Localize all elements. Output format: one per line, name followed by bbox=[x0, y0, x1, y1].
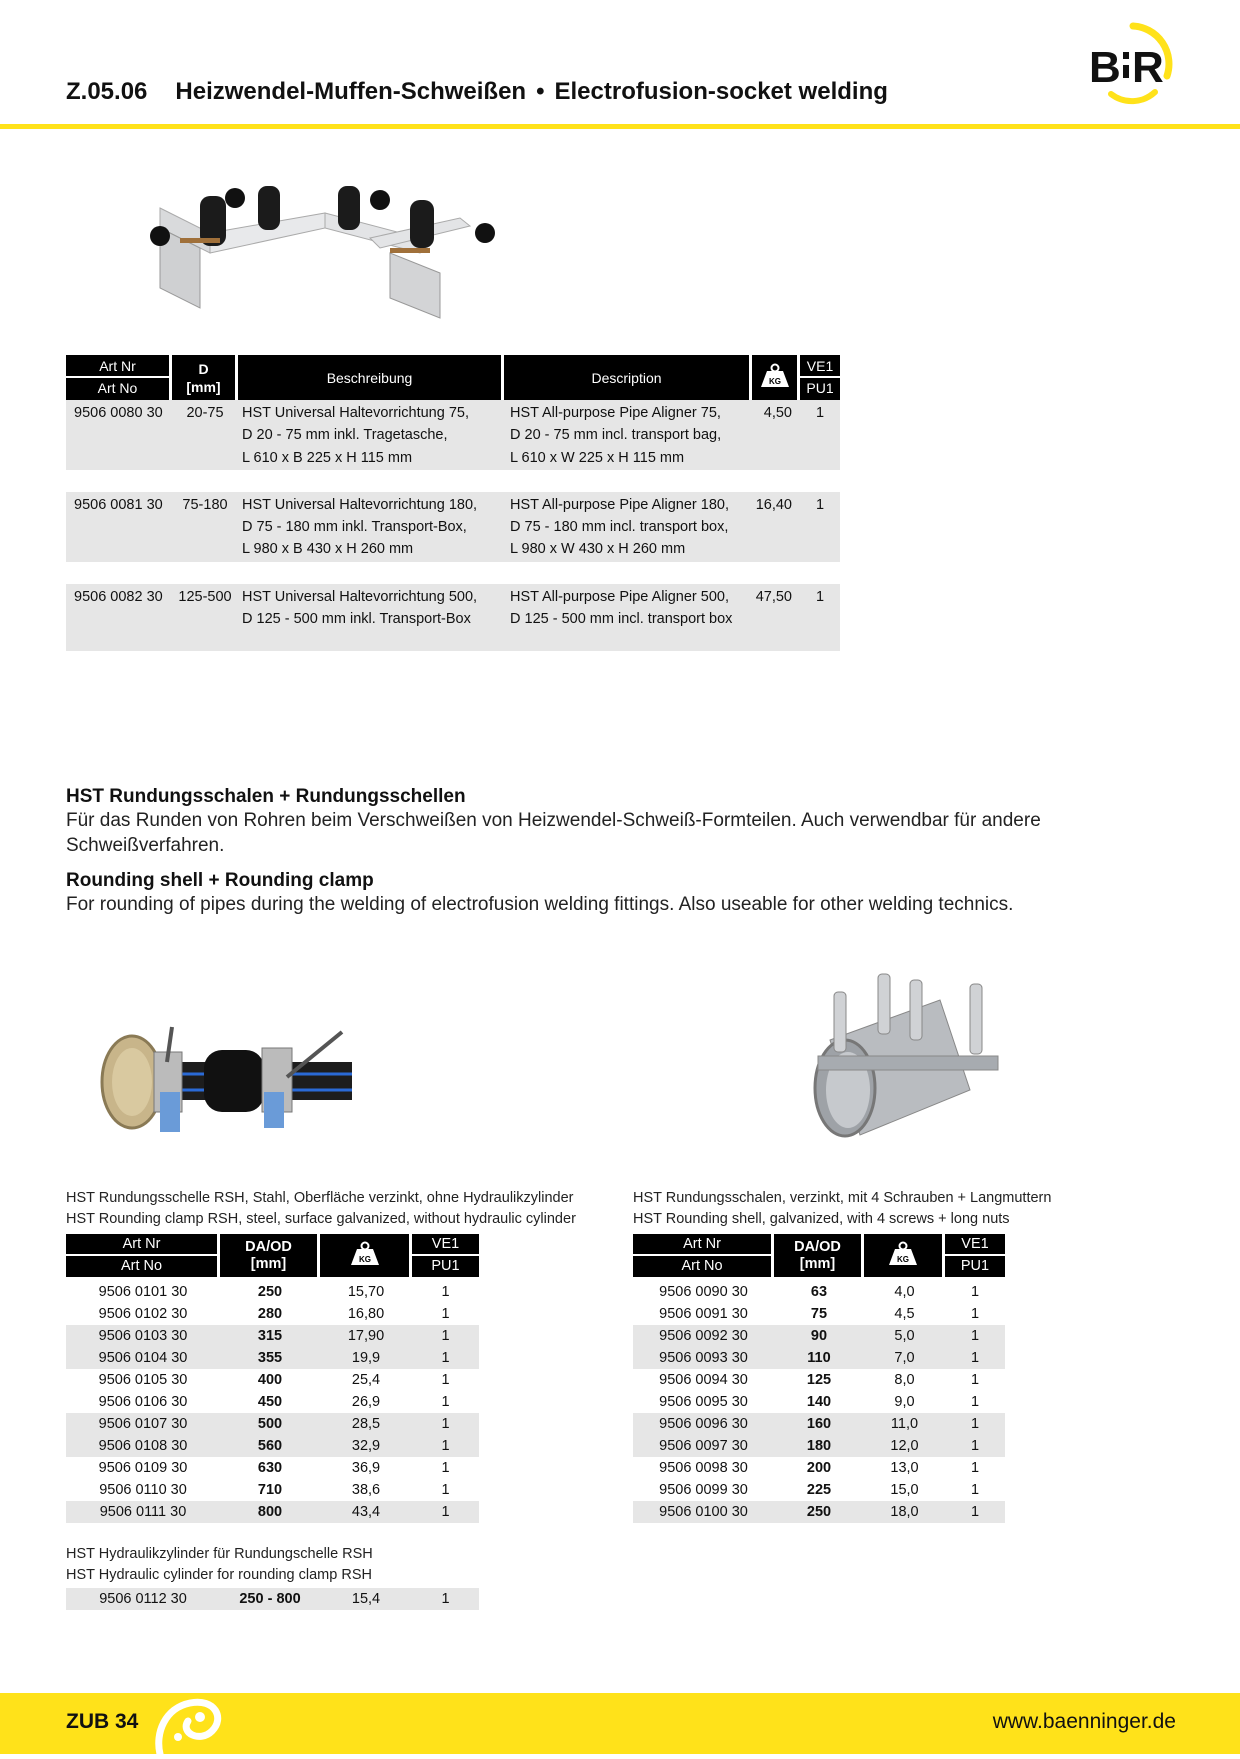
title-separator: • bbox=[536, 78, 545, 105]
diameter: 280 bbox=[257, 1306, 283, 1322]
ve: 1 bbox=[412, 1501, 479, 1523]
art-nr: 9506 0111 30 bbox=[66, 1501, 220, 1523]
table-row bbox=[633, 1369, 1005, 1391]
desc-line: D 20 - 75 mm inkl. Tragetasche, bbox=[242, 427, 448, 444]
svg-text:B: B bbox=[1089, 43, 1121, 92]
table-row bbox=[66, 1413, 479, 1435]
th-ve1: VE1 bbox=[945, 1235, 1005, 1256]
weight: 15,4 bbox=[320, 1588, 412, 1610]
table-row bbox=[633, 1303, 1005, 1325]
br-logo bbox=[1085, 20, 1177, 106]
ve: 1 bbox=[970, 1284, 980, 1300]
th-pu1: PU1 bbox=[960, 1258, 990, 1274]
table-row bbox=[633, 1325, 1005, 1347]
art-nr: 9506 0103 30 bbox=[66, 1325, 220, 1347]
th-art bbox=[66, 1234, 220, 1277]
weight: 11,0 bbox=[864, 1413, 945, 1435]
diameter: 110 bbox=[774, 1347, 864, 1369]
rounding-clamp-caption bbox=[66, 1188, 576, 1230]
ve: 1 bbox=[412, 1347, 479, 1369]
diameter: 800 bbox=[220, 1501, 320, 1523]
ve: 1 bbox=[441, 1306, 450, 1322]
caption-de: HST Rundungsschalen, verzinkt, mit 4 Schrauben + Langmuttern bbox=[633, 1190, 1052, 1206]
th-beschreibung: Beschreibung bbox=[238, 355, 504, 400]
diameter: 75 bbox=[810, 1306, 828, 1322]
th-daod-unit: [mm] bbox=[250, 1255, 287, 1272]
table-row bbox=[66, 1347, 479, 1369]
th-d-label: D bbox=[198, 360, 209, 377]
desc-line: HST All-purpose Pipe Aligner 180, bbox=[510, 496, 729, 513]
ve: 1 bbox=[970, 1482, 980, 1498]
section-text-en: For rounding of pipes during the welding of electrofusion welding fittings. Also useable for other welding technics. bbox=[66, 894, 1014, 915]
desc-line: HST All-purpose Pipe Aligner 75, bbox=[510, 405, 721, 421]
section-heading-en: Rounding shell + Rounding clamp bbox=[66, 870, 374, 891]
th-daod-label: DA/OD bbox=[245, 1238, 292, 1255]
art-nr: 9506 0091 30 bbox=[659, 1306, 748, 1322]
weight: 38,6 bbox=[351, 1482, 381, 1498]
art-nr: 9506 0096 30 bbox=[633, 1413, 774, 1435]
art-nr: 9506 0107 30 bbox=[66, 1413, 220, 1435]
table-row bbox=[66, 1303, 479, 1325]
weight-icon-label: KG bbox=[768, 377, 781, 386]
table-row bbox=[66, 1479, 479, 1501]
th-daod bbox=[774, 1234, 864, 1277]
diameter: 400 bbox=[257, 1372, 283, 1388]
desc-line: D 125 - 500 mm incl. transport box bbox=[510, 611, 733, 628]
art-nr: 9506 0097 30 bbox=[633, 1435, 774, 1457]
weight: 18,0 bbox=[864, 1501, 945, 1523]
diameter: 450 bbox=[257, 1394, 283, 1410]
title-en: Electrofusion-socket welding bbox=[554, 78, 888, 105]
weight-icon-label: KG bbox=[897, 1254, 909, 1264]
beschreibung bbox=[238, 584, 504, 651]
table-row bbox=[633, 1435, 1005, 1457]
table-row bbox=[633, 1457, 1005, 1479]
ve: 1 bbox=[945, 1501, 1005, 1523]
desc-line: L 610 x B 225 x H 115 mm bbox=[242, 449, 413, 466]
weight: 15,70 bbox=[347, 1284, 385, 1300]
weight: 43,4 bbox=[320, 1501, 412, 1523]
ve: 1 bbox=[800, 492, 840, 562]
table-row bbox=[66, 400, 840, 470]
art-nr: 9506 0082 30 bbox=[66, 584, 172, 651]
th-art-nr: Art Nr bbox=[66, 356, 169, 378]
ve: 1 bbox=[441, 1394, 450, 1410]
desc-line: L 610 x W 225 x H 115 mm bbox=[510, 449, 685, 466]
th-art bbox=[633, 1234, 774, 1277]
weight: 4,5 bbox=[894, 1306, 915, 1322]
table-row bbox=[633, 1479, 1005, 1501]
rounding-clamp-image bbox=[92, 1022, 352, 1150]
ve: 1 bbox=[441, 1460, 450, 1476]
art-nr: 9506 0100 30 bbox=[633, 1501, 774, 1523]
desc-line: D 20 - 75 mm incl. transport bag, bbox=[510, 427, 722, 444]
table-row bbox=[66, 1588, 479, 1610]
ve: 1 bbox=[970, 1306, 980, 1322]
table-row bbox=[66, 1391, 479, 1413]
th-pu1: PU1 bbox=[806, 380, 834, 396]
weight: 47,50 bbox=[752, 584, 800, 651]
weight: 12,0 bbox=[864, 1435, 945, 1457]
diameter: 500 bbox=[220, 1413, 320, 1435]
weight: 4,50 bbox=[752, 400, 800, 470]
ve: 1 bbox=[945, 1435, 1005, 1457]
th-d-unit: [mm] bbox=[186, 378, 221, 395]
description bbox=[504, 584, 752, 651]
th-art-no: Art No bbox=[681, 1258, 723, 1274]
ve: 1 bbox=[945, 1347, 1005, 1369]
section-code: Z.05.06 bbox=[66, 78, 148, 105]
th-description: Description bbox=[504, 355, 752, 400]
ve: 1 bbox=[970, 1372, 980, 1388]
page-number: ZUB 34 bbox=[66, 1710, 139, 1733]
section-text-de: Für das Runden von Rohren beim Verschweißen von Heizwendel-Schweiß-Formteilen. Auch verwendbar für andere Schweißverfahren. bbox=[66, 810, 1041, 856]
diameter: 125 bbox=[806, 1372, 832, 1388]
weight-icon-label: KG bbox=[358, 1254, 371, 1264]
diameter: 75-180 bbox=[172, 492, 238, 562]
diameter: 250 bbox=[257, 1284, 283, 1300]
table-row bbox=[66, 1325, 479, 1347]
art-nr: 9506 0080 30 bbox=[66, 400, 172, 470]
diameter: 140 bbox=[806, 1394, 832, 1410]
art-nr: 9506 0093 30 bbox=[633, 1347, 774, 1369]
art-nr: 9506 0098 30 bbox=[659, 1460, 748, 1476]
art-nr: 9506 0109 30 bbox=[98, 1460, 188, 1476]
rounding-shell-image bbox=[790, 970, 1000, 1170]
caption-de: HST Hydraulikzylinder für Rundungschelle RSH bbox=[66, 1546, 373, 1562]
ve: 1 bbox=[412, 1413, 479, 1435]
th-art-nr: Art Nr bbox=[66, 1235, 217, 1256]
diameter: 225 bbox=[806, 1482, 832, 1498]
art-nr: 9506 0108 30 bbox=[66, 1435, 220, 1457]
art-nr: 9506 0081 30 bbox=[66, 492, 172, 562]
art-nr: 9506 0105 30 bbox=[98, 1372, 188, 1388]
ve: 1 bbox=[412, 1435, 479, 1457]
footer-swirl-icon bbox=[150, 1693, 230, 1754]
diameter: 200 bbox=[806, 1460, 832, 1476]
art-nr: 9506 0095 30 bbox=[659, 1394, 748, 1410]
diameter: 180 bbox=[774, 1435, 864, 1457]
title-de: Heizwendel-Muffen-Schweißen bbox=[175, 78, 527, 105]
caption-en: HST Rounding shell, galvanized, with 4 screws + long nuts bbox=[633, 1211, 1010, 1227]
ve: 1 bbox=[970, 1460, 980, 1476]
caption-en: HST Hydraulic cylinder for rounding clamp RSH bbox=[66, 1567, 372, 1583]
diameter: 250 bbox=[774, 1501, 864, 1523]
ve: 1 bbox=[441, 1284, 450, 1300]
th-ve bbox=[800, 355, 840, 400]
table-row bbox=[66, 1501, 479, 1523]
diameter: 90 bbox=[774, 1325, 864, 1347]
weight: 16,40 bbox=[752, 492, 800, 562]
table-row bbox=[633, 1347, 1005, 1369]
diameter: 250 - 800 bbox=[220, 1588, 320, 1610]
diameter: 560 bbox=[220, 1435, 320, 1457]
art-nr: 9506 0104 30 bbox=[66, 1347, 220, 1369]
beschreibung bbox=[238, 492, 504, 562]
beschreibung bbox=[238, 400, 504, 470]
art-nr: 9506 0099 30 bbox=[659, 1482, 748, 1498]
pipe-aligner-image bbox=[140, 178, 510, 338]
table-row bbox=[66, 584, 840, 651]
row-spacer bbox=[66, 470, 840, 492]
caption-de: HST Rundungsschelle RSH, Stahl, Oberfläche verzinkt, ohne Hydraulikzylinder bbox=[66, 1190, 574, 1206]
th-ve1: VE1 bbox=[800, 356, 840, 378]
diameter: 315 bbox=[220, 1325, 320, 1347]
rounding-clamp-table bbox=[66, 1234, 479, 1523]
desc-line: D 125 - 500 mm inkl. Transport-Box bbox=[242, 611, 471, 628]
section-heading-de: HST Rundungsschalen + Rundungsschellen bbox=[66, 786, 466, 807]
diameter: 125-500 bbox=[172, 584, 238, 651]
weight: 7,0 bbox=[864, 1347, 945, 1369]
weight: 28,5 bbox=[320, 1413, 412, 1435]
desc-line: HST Universal Haltevorrichtung 180, bbox=[242, 496, 478, 513]
th-ve bbox=[412, 1234, 479, 1277]
weight: 15,0 bbox=[890, 1482, 919, 1498]
weight: 4,0 bbox=[894, 1284, 915, 1300]
website-link[interactable]: www.baenninger.de bbox=[992, 1710, 1176, 1733]
th-ve1: VE1 bbox=[412, 1235, 479, 1256]
th-ve bbox=[945, 1234, 1005, 1277]
pipe-aligner-table bbox=[66, 355, 840, 651]
table-row bbox=[66, 492, 840, 562]
diameter: 710 bbox=[257, 1482, 283, 1498]
desc-line: D 75 - 180 mm incl. transport box, bbox=[510, 519, 729, 536]
desc-line: L 980 x W 430 x H 260 mm bbox=[510, 541, 686, 558]
th-daod-label: DA/OD bbox=[794, 1238, 841, 1255]
svg-text:R: R bbox=[1132, 43, 1164, 92]
desc-line: HST All-purpose Pipe Aligner 500, bbox=[510, 588, 729, 605]
art-nr: 9506 0106 30 bbox=[98, 1394, 188, 1410]
weight-icon bbox=[320, 1234, 412, 1277]
rounding-shell-caption bbox=[633, 1188, 1051, 1230]
ve: 1 bbox=[441, 1482, 450, 1498]
desc-line: HST Universal Haltevorrichtung 500, bbox=[242, 588, 478, 605]
diameter: 355 bbox=[220, 1347, 320, 1369]
weight: 19,9 bbox=[320, 1347, 412, 1369]
weight: 8,0 bbox=[894, 1372, 915, 1388]
ve: 1 bbox=[970, 1394, 980, 1410]
diameter: 630 bbox=[257, 1460, 283, 1476]
art-nr: 9506 0110 30 bbox=[99, 1482, 187, 1498]
th-art-no: Art No bbox=[97, 380, 138, 396]
desc-line: D 75 - 180 mm inkl. Transport-Box, bbox=[242, 519, 467, 536]
ve: 1 bbox=[945, 1325, 1005, 1347]
ve: 1 bbox=[412, 1588, 479, 1610]
hydraulic-table bbox=[66, 1588, 479, 1610]
table-row bbox=[633, 1501, 1005, 1523]
weight-icon bbox=[864, 1234, 945, 1277]
ve: 1 bbox=[412, 1325, 479, 1347]
description bbox=[504, 492, 752, 562]
desc-line: HST Universal Haltevorrichtung 75, bbox=[242, 405, 469, 421]
art-nr: 9506 0090 30 bbox=[659, 1284, 748, 1300]
hydraulic-caption bbox=[66, 1544, 373, 1586]
weight: 13,0 bbox=[890, 1460, 919, 1476]
th-art-no: Art No bbox=[120, 1258, 163, 1274]
diameter: 63 bbox=[810, 1284, 828, 1300]
weight-icon bbox=[752, 355, 800, 400]
weight: 25,4 bbox=[351, 1372, 381, 1388]
art-nr: 9506 0092 30 bbox=[633, 1325, 774, 1347]
th-art bbox=[66, 355, 172, 400]
ve: 1 bbox=[800, 584, 840, 651]
th-pu1: PU1 bbox=[431, 1258, 460, 1274]
weight: 17,90 bbox=[320, 1325, 412, 1347]
table-row bbox=[66, 1281, 479, 1303]
table-row bbox=[66, 1369, 479, 1391]
desc-line: L 980 x B 430 x H 260 mm bbox=[242, 541, 414, 558]
table-row bbox=[633, 1413, 1005, 1435]
th-art-nr: Art Nr bbox=[633, 1235, 771, 1256]
th-daod-unit: [mm] bbox=[799, 1255, 836, 1272]
ve: 1 bbox=[800, 400, 840, 470]
art-nr: 9506 0112 30 bbox=[66, 1588, 220, 1610]
table-row bbox=[633, 1281, 1005, 1303]
diameter: 160 bbox=[774, 1413, 864, 1435]
weight: 9,0 bbox=[894, 1394, 915, 1410]
th-daod bbox=[220, 1234, 320, 1277]
art-nr: 9506 0094 30 bbox=[659, 1372, 748, 1388]
table-row bbox=[66, 1457, 479, 1479]
table-row bbox=[66, 1435, 479, 1457]
ve: 1 bbox=[441, 1372, 450, 1388]
weight: 36,9 bbox=[351, 1460, 381, 1476]
caption-en: HST Rounding clamp RSH, steel, surface galvanized, without hydraulic cylinder bbox=[66, 1211, 576, 1227]
weight: 32,9 bbox=[320, 1435, 412, 1457]
header-rule bbox=[0, 124, 1240, 129]
weight: 16,80 bbox=[347, 1306, 385, 1322]
art-nr: 9506 0101 30 bbox=[98, 1284, 188, 1300]
weight: 26,9 bbox=[351, 1394, 381, 1410]
rounding-shell-table bbox=[633, 1234, 1005, 1523]
ve: 1 bbox=[945, 1413, 1005, 1435]
diameter: 20-75 bbox=[172, 400, 238, 470]
table-row bbox=[633, 1391, 1005, 1413]
row-spacer bbox=[66, 562, 840, 584]
page-title bbox=[66, 78, 888, 106]
th-d bbox=[172, 355, 238, 400]
weight: 5,0 bbox=[864, 1325, 945, 1347]
art-nr: 9506 0102 30 bbox=[98, 1306, 188, 1322]
section-intro bbox=[66, 786, 1176, 917]
description bbox=[504, 400, 752, 470]
